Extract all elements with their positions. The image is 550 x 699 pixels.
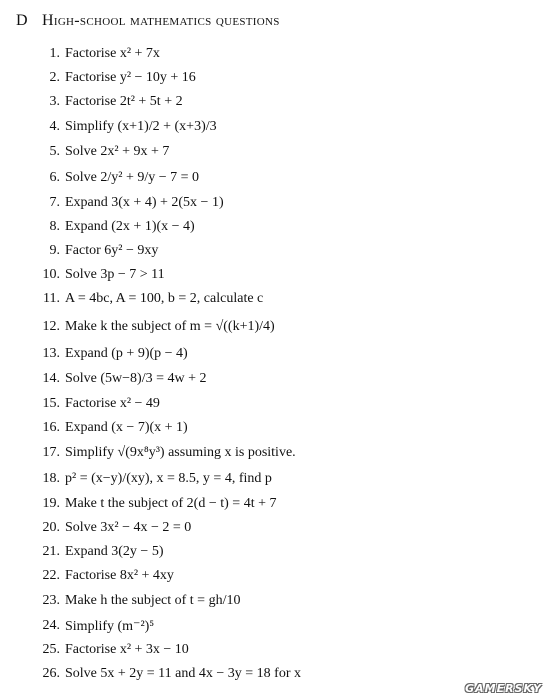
question-item <box>0 114 550 140</box>
question-text: Make h the subject of t = gh/10 <box>65 593 241 608</box>
question-text: Make k the subject of m = √((k+1)/4) <box>65 318 275 334</box>
section-heading <box>16 12 280 30</box>
question-text: Simplify √(9x⁸y³) assuming x is positive. <box>65 445 296 460</box>
question-item <box>0 263 550 287</box>
question-text: Factorise y² − 10y + 16 <box>65 70 196 85</box>
question-item <box>0 215 550 239</box>
question-number: 7. <box>49 195 60 210</box>
question-item <box>0 588 550 614</box>
section-letter: D <box>16 12 28 29</box>
question-item <box>0 287 550 311</box>
question-text: Solve (5w−8)/3 = 4w + 2 <box>65 371 207 386</box>
question-item <box>0 140 550 164</box>
question-text: Factorise x² + 3x − 10 <box>65 642 189 657</box>
question-text: Factorise x² + 7x <box>65 46 160 61</box>
question-number: 1. <box>49 46 60 61</box>
question-number: 2. <box>49 70 60 85</box>
question-item <box>0 239 550 263</box>
question-number: 25. <box>42 642 60 657</box>
question-item <box>0 164 550 191</box>
question-item <box>0 392 550 416</box>
question-text: p² = (x−y)/(xy), x = 8.5, y = 4, find p <box>65 471 272 486</box>
question-item <box>0 564 550 588</box>
question-item <box>0 366 550 392</box>
watermark-logo: GAMERSKY <box>465 682 542 695</box>
question-item <box>0 416 550 440</box>
question-text: Solve 3p − 7 > 11 <box>65 267 165 282</box>
question-number: 18. <box>42 471 60 486</box>
question-item <box>0 540 550 564</box>
question-number: 26. <box>42 666 60 681</box>
question-item <box>0 342 550 366</box>
question-number: 15. <box>42 396 60 411</box>
question-item <box>0 466 550 492</box>
question-item <box>0 516 550 540</box>
question-text: Factorise 2t² + 5t + 2 <box>65 94 183 109</box>
question-text: Factor 6y² − 9xy <box>65 243 159 258</box>
question-number: 24. <box>42 618 60 633</box>
question-number: 22. <box>42 568 60 583</box>
question-number: 4. <box>49 119 60 134</box>
question-text: Expand (x − 7)(x + 1) <box>65 420 188 435</box>
question-number: 8. <box>49 219 60 234</box>
question-number: 21. <box>42 544 60 559</box>
question-number: 20. <box>42 520 60 535</box>
question-text: Factorise 8x² + 4xy <box>65 568 174 583</box>
question-item <box>0 440 550 466</box>
question-item <box>0 614 550 638</box>
question-text: Solve 3x² − 4x − 2 = 0 <box>65 520 192 535</box>
question-text: Expand 3(x + 4) + 2(5x − 1) <box>65 195 224 210</box>
question-item <box>0 90 550 114</box>
question-number: 17. <box>42 445 60 460</box>
question-item <box>0 492 550 516</box>
question-number: 3. <box>49 94 60 109</box>
question-text: Expand 3(2y − 5) <box>65 544 164 559</box>
section-title: High-school mathematics questions <box>42 12 280 29</box>
question-number: 5. <box>49 144 60 159</box>
question-text: Solve 2/y² + 9/y − 7 = 0 <box>65 169 200 185</box>
question-text: Expand (p + 9)(p − 4) <box>65 346 188 361</box>
question-item <box>0 191 550 215</box>
question-number: 13. <box>42 346 60 361</box>
question-item <box>0 42 550 66</box>
question-text: Solve 2x² + 9x + 7 <box>65 144 170 159</box>
question-number: 10. <box>42 267 60 282</box>
question-number: 16. <box>42 420 60 435</box>
question-number: 12. <box>42 318 60 334</box>
question-text: Make t the subject of 2(d − t) = 4t + 7 <box>65 496 277 511</box>
question-text: Solve 5x + 2y = 11 and 4x − 3y = 18 for x <box>65 666 301 681</box>
question-number: 23. <box>42 593 60 608</box>
question-number: 6. <box>49 169 60 185</box>
question-number: 14. <box>42 371 60 386</box>
question-list <box>0 42 550 686</box>
question-number: 11. <box>43 291 60 306</box>
question-item <box>0 66 550 90</box>
question-text: Expand (2x + 1)(x − 4) <box>65 219 195 234</box>
question-text: Simplify (x+1)/2 + (x+3)/3 <box>65 119 217 134</box>
question-number: 19. <box>42 496 60 511</box>
question-item <box>0 638 550 662</box>
question-text: Simplify (m⁻²)⁵ <box>65 618 155 634</box>
question-text: Factorise x² − 49 <box>65 396 160 411</box>
question-number: 9. <box>49 243 60 258</box>
question-text: A = 4bc, A = 100, b = 2, calculate c <box>65 291 264 306</box>
question-item <box>0 311 550 342</box>
